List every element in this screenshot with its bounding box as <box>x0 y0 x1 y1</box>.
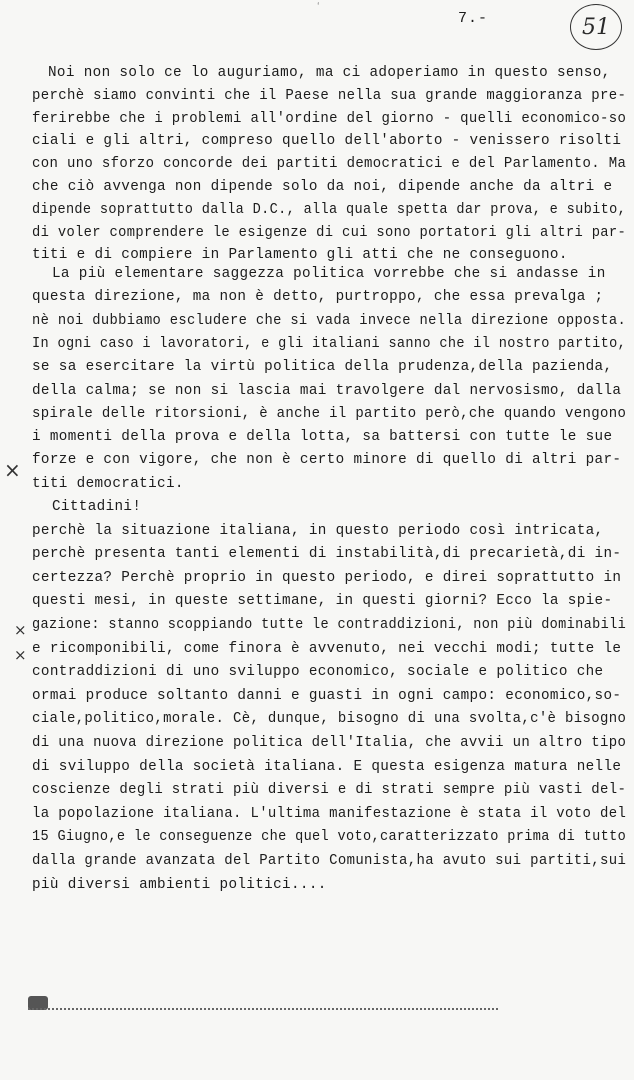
text-line: questa direzione, ma non è detto, purtroppo, che essa prevalga ; <box>32 289 604 306</box>
text-line: con uno sforzo concorde dei partiti democratici e del Parlamento. Ma <box>32 156 627 173</box>
salutation-line: Cittadini! <box>52 499 142 515</box>
margin-cross-mark: × <box>14 621 27 639</box>
text-line: questi mesi, in queste settimane, in questi giorni? Ecco la spie- <box>32 593 613 610</box>
text-line: dalla grande avanzata del Partito Comunista,ha avuto sui partiti,sui <box>32 853 627 869</box>
text-line: Noi non solo ce lo auguriamo, ma ci adoperiamo in questo senso, <box>48 65 611 81</box>
text-line: i momenti della prova e della lotta, sa battersi con tutte le sue <box>32 429 613 446</box>
text-line: titi democratici. <box>32 475 184 492</box>
text-line: perchè la situazione italiana, in questo periodo così intricata, <box>32 522 604 539</box>
text-line: perchè siamo convinti che il Paese nella sua grande maggioranza pre- <box>32 87 627 104</box>
text-line: In ogni caso i lavoratori, e gli italiani sanno che il nostro partito, <box>32 335 627 352</box>
text-line: coscienze degli strati più diversi e di strati sempre più vasti del- <box>32 782 627 799</box>
text-line: perchè presenta tanti elementi di instabilità,di precarietà,di in- <box>32 546 622 563</box>
text-line: della calma; se non si lascia mai travolgere dal nervosismo, dalla <box>32 382 622 399</box>
text-line: ciali e gli altri, compreso quello dell'aborto - venissero risolti <box>32 133 622 150</box>
smudge-mark: ʻ <box>315 2 322 14</box>
text-line: gazione: stanno scoppiando tutte le contraddizioni, non più dominabili <box>32 617 627 633</box>
margin-cross-mark: × <box>14 646 27 664</box>
text-line: nè noi dubbiamo escludere che si vada invece nella direzione opposta. <box>32 312 627 329</box>
text-line: e ricomponibili, come finora è avvenuto, nei vecchi modi; tutte le <box>32 640 622 657</box>
text-line: se sa esercitare la virtù politica della prudenza,della pazienda, <box>32 359 613 376</box>
text-line: la popolazione italiana. L'ultima manifestazione è stata il voto del <box>32 805 627 822</box>
bottom-scan-artifact <box>28 1000 498 1010</box>
text-line: dipende soprattutto dalla D.C., alla quale spetta dar prova, e subito, <box>32 201 627 218</box>
text-line: contraddizioni di uno sviluppo economico, sociale e politico che <box>32 664 604 681</box>
page-number: 7.- <box>458 10 489 27</box>
text-line: ferirebbe che i problemi all'ordine del giorno - quelli economico-so <box>32 110 627 127</box>
text-line: ormai produce soltanto danni e guasti in ogni campo: economico,so- <box>32 687 622 704</box>
text-line: di sviluppo della società italiana. E questa esigenza matura nelle <box>32 758 622 775</box>
text-line: ciale,politico,morale. Cè, dunque, bisogno di una svolta,c'è bisogno <box>32 711 627 728</box>
text-line: di voler comprendere le esigenze di cui sono portatori gli altri par- <box>32 224 627 241</box>
text-line: forze e con vigore, che non è certo minore di quello di altri par- <box>32 452 622 469</box>
text-line: di una nuova direzione politica dell'Italia, che avvii un altro tipo <box>32 735 627 751</box>
archive-number-circled: 51 <box>570 4 622 50</box>
text-line: spirale delle ritorsioni, è anche il partito però,che quando vengono <box>32 405 627 422</box>
text-line: che ciò avvenga non dipende solo da noi, dipende anche da altri e <box>32 179 613 195</box>
margin-cross-mark: × <box>4 458 21 482</box>
text-line: 15 Giugno,e le conseguenze che quel voto,caratterizzato prima di tutto <box>32 829 627 846</box>
text-line: La più elementare saggezza politica vorrebbe che si andasse in <box>52 266 606 282</box>
text-line: titi e di compiere in Parlamento gli atti che ne conseguono. <box>32 247 568 264</box>
text-line: più diversi ambienti politici.... <box>32 876 327 893</box>
text-line: certezza? Perchè proprio in questo periodo, e direi soprattutto in <box>32 569 622 586</box>
